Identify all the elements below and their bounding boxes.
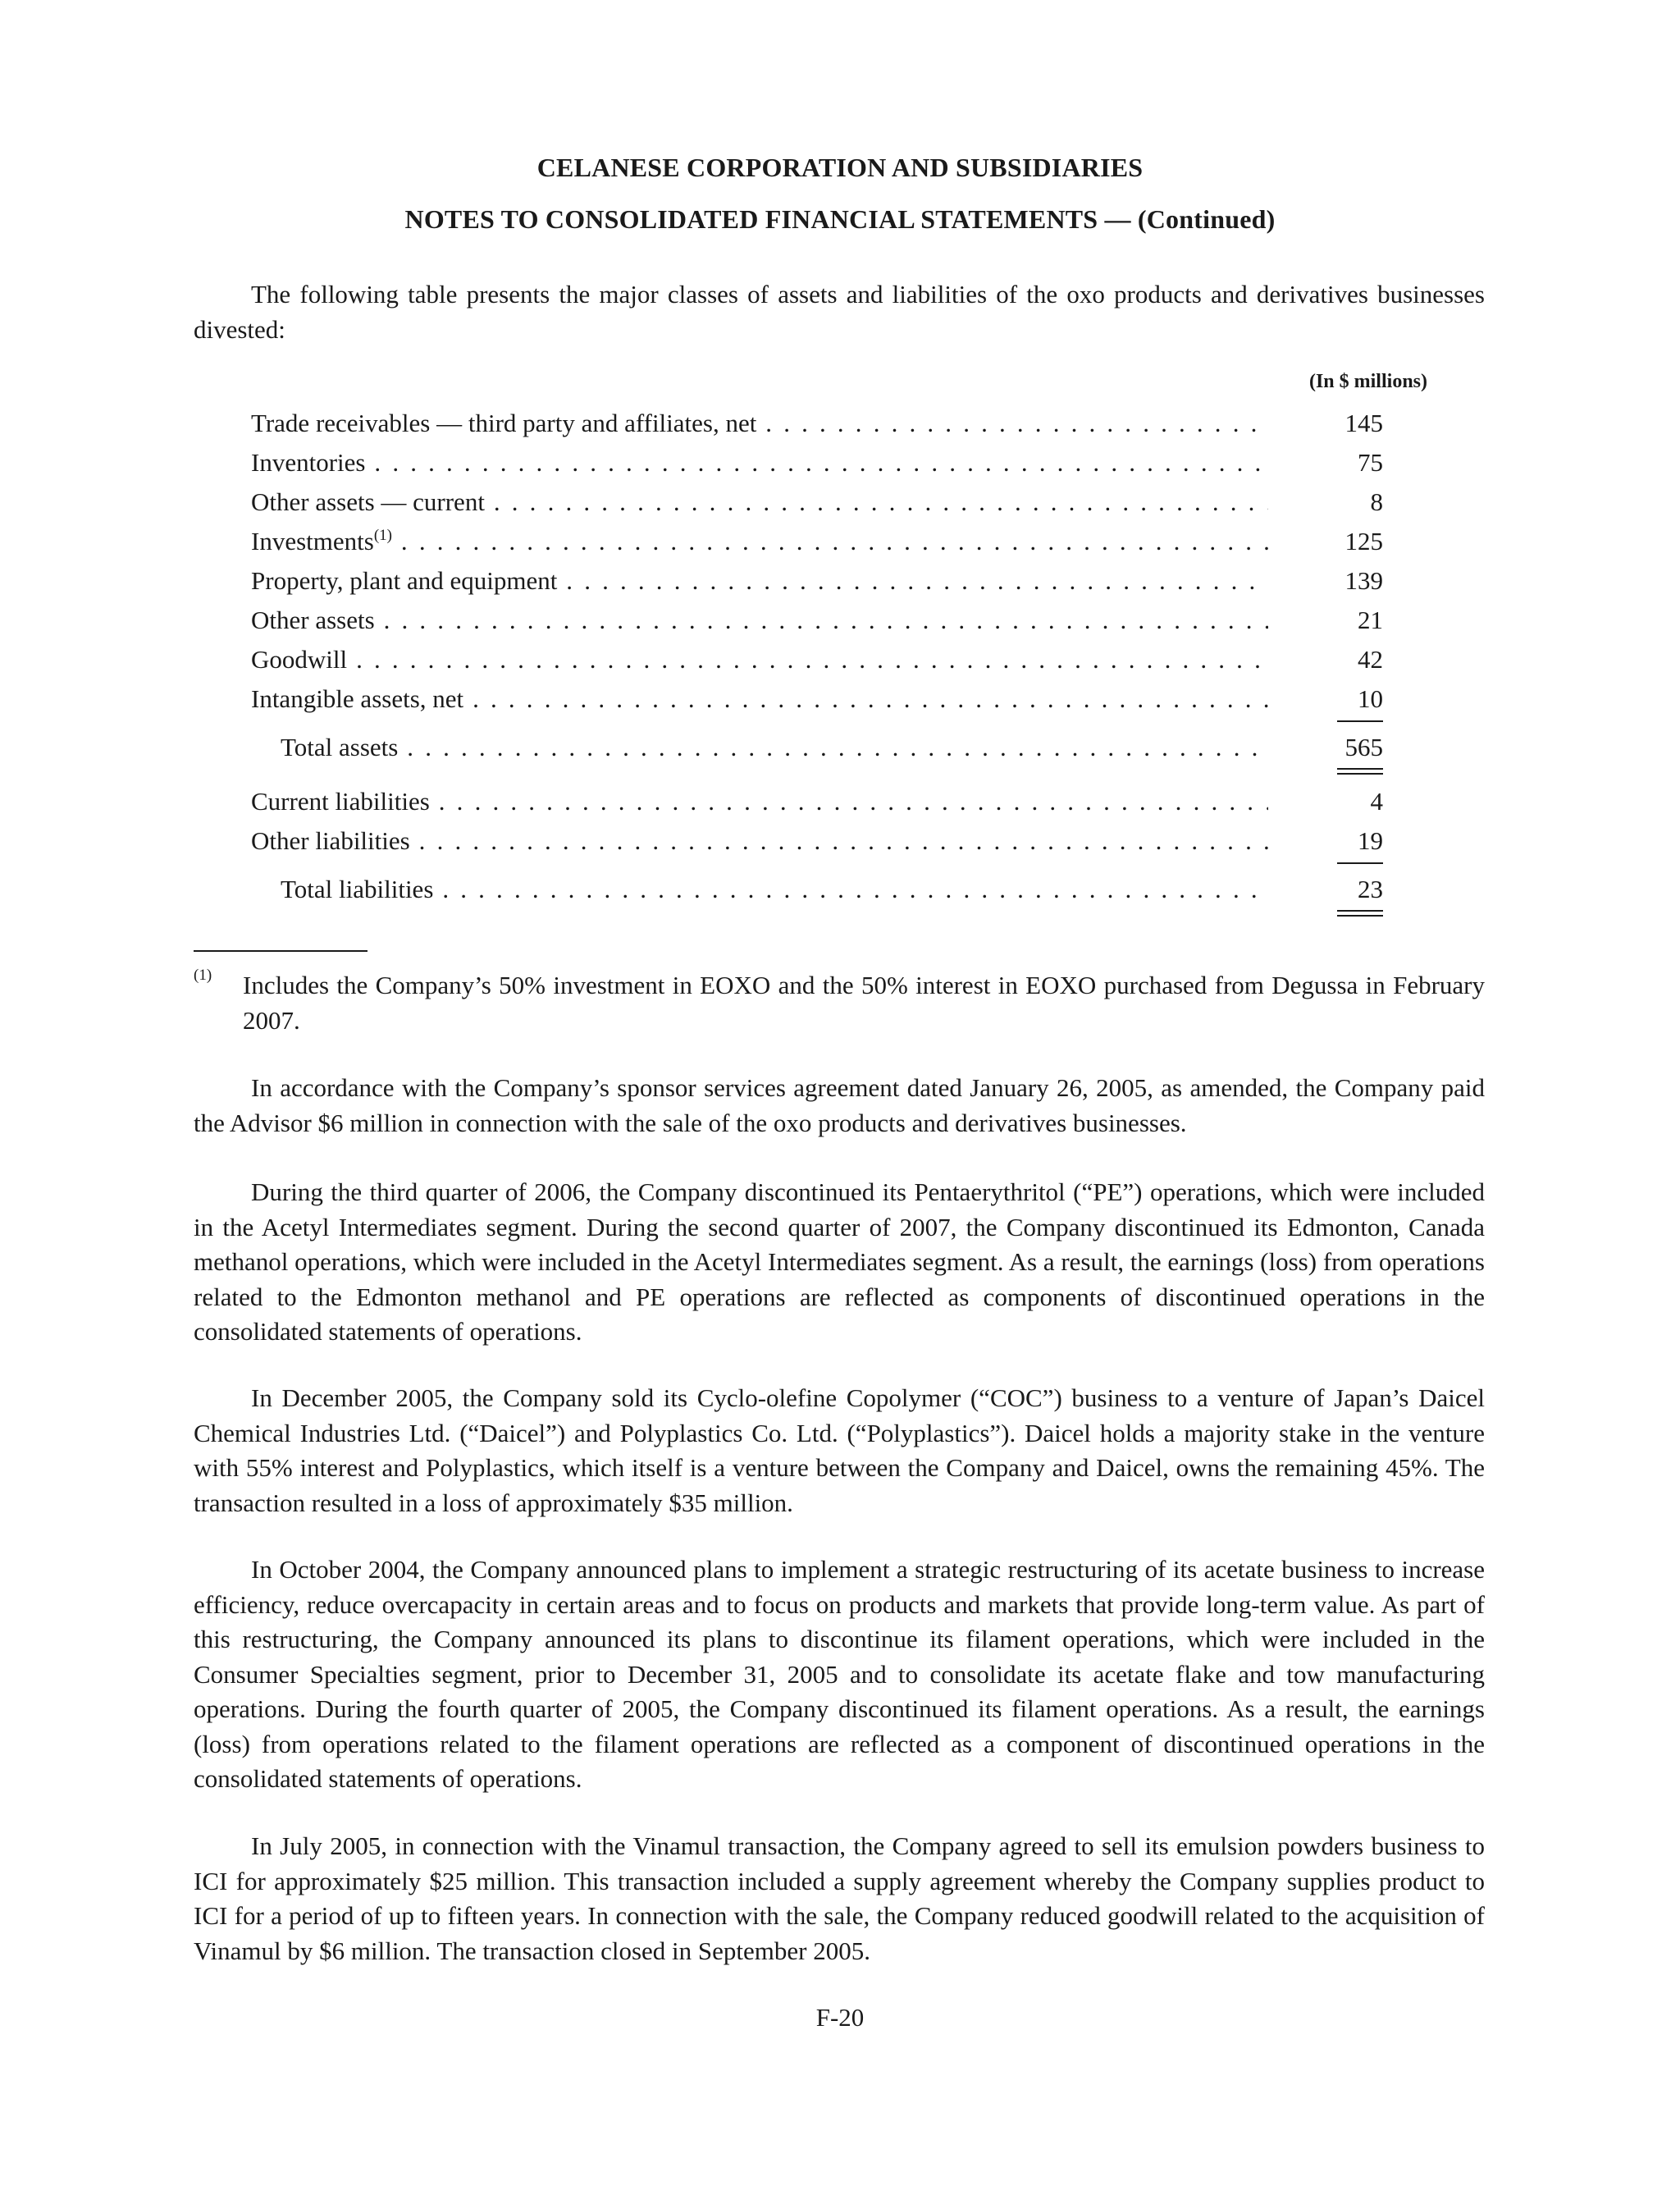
footnote-text: Includes the Company’s 50% investment in EOXO and the 50% interest in EOXO purchased from Degussa in February 2007. bbox=[243, 971, 1485, 1035]
table-row bbox=[251, 784, 1383, 820]
intro-paragraph: The following table presents the major classes of assets and liabilities of the oxo products and derivatives businesses divested: bbox=[194, 280, 1485, 344]
row-label: Current liabilities . . . bbox=[251, 784, 1268, 820]
table-row bbox=[251, 445, 1383, 481]
body-paragraph: In July 2005, in connection with the Vinamul transaction, the Company agreed to sell its emulsion powders business to ICI for approximately $25 million. This transaction included a supply agreement whereby the Company supplies product to ICI for a period of up to fifteen years. In connection with the sale, the Company reduced goodwill related to the acquisition of Vinamul by $6 million. The transaction closed in September 2005. bbox=[194, 1831, 1485, 1965]
row-label: Other assets — current . . . bbox=[251, 484, 1268, 520]
body-paragraph: In October 2004, the Company announced plans to implement a strategic restructuring of its acetate business to increase efficiency, reduce overcapacity in certain areas and to focus on products and markets that provide long-term value. As part of this restructuring, the Company announced its plans to discontinue its filament operations, which were included in the Consumer Specialties segment, prior to December 31, 2005 and to consolidate its acetate flake and tow manufacturing operations. During the fourth quarter of 2005, the Company discontinued its filament operations. As a result, the earnings (loss) from operations related to the filament operations are reflected as a component of discontinued operations in the consolidated statements of operations. bbox=[194, 1555, 1485, 1793]
company-heading: CELANESE CORPORATION AND SUBSIDIARIES bbox=[536, 153, 1144, 182]
row-value: 565 bbox=[1344, 733, 1383, 761]
notes-heading: NOTES TO CONSOLIDATED FINANCIAL STATEMENTS — (Continued) bbox=[404, 204, 1276, 234]
subtotal-rule bbox=[1337, 720, 1383, 722]
table-row bbox=[251, 523, 1383, 560]
table-row-total bbox=[251, 729, 1383, 766]
row-value: 8 bbox=[1370, 487, 1383, 516]
footnote-reference: (1) bbox=[373, 527, 392, 544]
row-label: Goodwill . . . bbox=[251, 642, 1268, 678]
body-paragraph: In December 2005, the Company sold its Cyclo-olefine Copolymer (“COC”) business to a venture of Japan’s Daicel Chemical Industries Ltd. (“Daicel”) and Polyplastics Co. Ltd. (“Polyplastics”). Daicel holds a majority stake in the venture with 55% interest and Polyplastics, which itself is a venture between the Company and Daicel, owns the remaining 45%. The transaction resulted in a loss of approximately $35 million. bbox=[194, 1383, 1485, 1517]
row-label: Other assets . . . bbox=[251, 602, 1268, 638]
row-label: Property, plant and equipment . . . bbox=[251, 563, 1268, 599]
table-row-total bbox=[251, 871, 1383, 908]
double-rule-top bbox=[1337, 910, 1383, 912]
row-value: 42 bbox=[1358, 645, 1383, 674]
row-label: Total assets . . . bbox=[281, 729, 1268, 766]
row-value: 23 bbox=[1358, 875, 1383, 903]
footnote-separator bbox=[194, 950, 368, 952]
row-label: Total liabilities . . . bbox=[281, 871, 1268, 908]
footnote-mark: (1) bbox=[194, 967, 212, 984]
row-label: Intangible assets, net . . . bbox=[251, 681, 1268, 717]
row-value: 21 bbox=[1358, 606, 1383, 634]
table-row bbox=[251, 563, 1383, 599]
row-value: 19 bbox=[1358, 826, 1383, 855]
table-row bbox=[251, 823, 1383, 859]
page-number: F-20 bbox=[815, 2003, 865, 2032]
unit-label: (In $ millions) bbox=[1308, 371, 1427, 392]
double-rule-top bbox=[1337, 768, 1383, 770]
table-row bbox=[251, 484, 1383, 520]
table-row bbox=[251, 681, 1383, 717]
row-value: 125 bbox=[1344, 527, 1383, 556]
row-label bbox=[251, 523, 1268, 560]
row-label-text: Investments bbox=[251, 527, 374, 556]
body-paragraph: During the third quarter of 2006, the Company discontinued its Pentaerythritol (“PE”) operations, which were included in the Acetyl Intermediates segment. During the second quarter of 2007, the Company discontinued its Edmonton, Canada methanol operations, which were included in the Acetyl Intermediates segment. As a result, the earnings (loss) from operations related to the Edmonton methanol and PE operations are reflected as components of discontinued operations in the consolidated statements of operations. bbox=[194, 1177, 1485, 1346]
row-value: 75 bbox=[1358, 448, 1383, 477]
double-rule-bottom bbox=[1337, 773, 1383, 775]
row-label: Inventories . . . bbox=[251, 445, 1268, 481]
row-value: 139 bbox=[1344, 566, 1383, 595]
table-row bbox=[251, 642, 1383, 678]
row-value: 145 bbox=[1344, 409, 1383, 437]
row-label: Trade receivables — third party and affiliates, net . . . bbox=[251, 405, 1268, 441]
row-label: Other liabilities . . . bbox=[251, 823, 1268, 859]
body-paragraph: In accordance with the Company’s sponsor services agreement dated January 26, 2005, as amended, the Company paid the Advisor $6 million in connection with the sale of the oxo products and derivatives businesses. bbox=[194, 1073, 1485, 1137]
double-rule-bottom bbox=[1337, 915, 1383, 917]
row-value: 10 bbox=[1358, 684, 1383, 713]
table-row bbox=[251, 602, 1383, 638]
table-row bbox=[251, 405, 1383, 441]
row-value: 4 bbox=[1370, 787, 1383, 816]
subtotal-rule bbox=[1337, 862, 1383, 864]
